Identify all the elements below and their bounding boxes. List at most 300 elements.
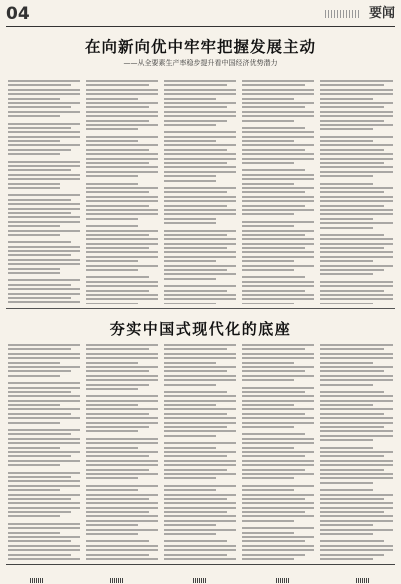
page-number: 04 — [6, 4, 30, 24]
text-line — [164, 238, 236, 240]
text-line — [164, 158, 236, 160]
text-line — [8, 489, 60, 491]
text-line — [8, 199, 71, 201]
text-line — [242, 136, 314, 138]
text-line — [164, 395, 236, 397]
text-line — [86, 80, 158, 82]
text-line — [320, 558, 373, 560]
text-line — [8, 102, 80, 104]
text-line — [320, 205, 384, 207]
text-line — [164, 549, 236, 551]
text-line — [8, 464, 60, 466]
text-line — [86, 140, 138, 142]
text-line — [86, 128, 138, 130]
text-line — [164, 464, 236, 466]
text-line — [86, 395, 158, 397]
text-line — [320, 187, 393, 189]
text-line — [242, 144, 314, 146]
text-line — [164, 417, 236, 419]
text-line — [320, 348, 384, 350]
text-line — [8, 123, 80, 125]
text-line — [164, 404, 216, 406]
text-line — [242, 391, 305, 393]
text-line — [320, 80, 393, 82]
text-line — [8, 241, 71, 243]
section-divider — [6, 308, 395, 309]
text-line — [86, 251, 158, 253]
text-line — [320, 520, 393, 522]
text-line — [8, 254, 71, 256]
text-line — [86, 276, 149, 278]
text-line — [242, 422, 314, 424]
text-line — [164, 180, 216, 182]
text-line — [320, 408, 393, 410]
text-line — [86, 400, 158, 402]
text-line — [164, 502, 236, 504]
article2-column-2 — [86, 344, 158, 560]
text-line — [164, 455, 227, 457]
text-line — [164, 196, 236, 198]
text-line — [86, 238, 158, 240]
text-line — [86, 404, 138, 406]
text-line — [8, 183, 60, 185]
text-line — [8, 140, 60, 142]
text-line — [86, 388, 138, 390]
text-line — [8, 429, 80, 431]
text-line — [242, 549, 314, 551]
text-line — [86, 171, 158, 173]
text-line — [320, 298, 393, 300]
text-line — [164, 175, 216, 177]
text-line — [242, 265, 314, 267]
text-line — [8, 366, 80, 368]
text-line — [164, 171, 236, 173]
text-line — [8, 382, 80, 384]
text-line — [8, 540, 71, 542]
text-line — [242, 451, 314, 453]
text-line — [242, 426, 294, 428]
text-line — [242, 498, 305, 500]
text-line — [242, 174, 314, 176]
text-line — [8, 216, 80, 218]
text-line — [164, 408, 236, 410]
text-line — [242, 494, 314, 496]
text-line — [164, 144, 236, 146]
text-line — [164, 426, 227, 428]
footer-text — [6, 565, 395, 566]
text-line — [164, 370, 227, 372]
text-line — [8, 353, 80, 355]
text-line — [164, 222, 216, 224]
text-line — [86, 348, 149, 350]
text-line — [86, 98, 138, 100]
text-line — [242, 200, 314, 202]
text-line — [320, 162, 384, 164]
text-line — [320, 218, 373, 220]
text-line — [164, 379, 236, 381]
text-line — [320, 285, 393, 287]
text-line — [320, 256, 393, 258]
text-line — [320, 115, 393, 117]
text-line — [86, 234, 149, 236]
text-line — [164, 520, 236, 522]
text-line — [86, 136, 158, 138]
text-line — [164, 442, 236, 444]
registration-marks — [0, 578, 401, 584]
text-line — [8, 111, 80, 113]
newspaper-logo — [156, 6, 228, 20]
text-line — [242, 348, 305, 350]
text-line — [8, 259, 80, 261]
text-line — [164, 515, 236, 517]
text-line — [242, 489, 294, 491]
text-line — [320, 153, 393, 155]
text-line — [8, 250, 80, 252]
text-line — [320, 89, 393, 91]
text-line — [242, 127, 305, 129]
text-line — [86, 93, 158, 95]
text-line — [320, 430, 393, 432]
text-line — [320, 507, 393, 509]
text-line — [242, 205, 305, 207]
text-line — [86, 520, 158, 522]
text-line — [320, 391, 384, 393]
text-line — [164, 507, 236, 509]
text-line — [164, 149, 227, 151]
text-line — [242, 80, 314, 82]
text-line — [86, 247, 149, 249]
text-line — [8, 144, 80, 146]
text-line — [164, 435, 216, 437]
text-line — [242, 285, 314, 287]
text-line — [86, 162, 149, 164]
text-line — [320, 435, 393, 437]
text-line — [164, 473, 236, 475]
text-line — [8, 208, 80, 210]
text-line — [164, 545, 236, 547]
article2-column-3 — [164, 344, 236, 560]
text-line — [320, 166, 393, 168]
text-line — [8, 348, 71, 350]
text-line — [86, 84, 149, 86]
text-line — [8, 523, 80, 525]
text-line — [164, 162, 227, 164]
text-line — [8, 549, 80, 551]
text-line — [86, 281, 158, 283]
text-line — [8, 422, 60, 424]
text-line — [320, 494, 393, 496]
text-line — [242, 527, 314, 529]
text-line — [8, 344, 80, 346]
text-line — [242, 187, 314, 189]
text-line — [86, 102, 158, 104]
text-line — [8, 301, 80, 303]
text-line — [164, 84, 227, 86]
text-line — [320, 366, 393, 368]
text-line — [320, 422, 393, 424]
text-line — [320, 124, 393, 126]
text-line — [164, 540, 227, 542]
text-line — [8, 395, 80, 397]
text-line — [164, 243, 236, 245]
text-line — [320, 238, 393, 240]
text-line — [164, 131, 236, 133]
masthead — [6, 4, 395, 27]
text-line — [164, 115, 236, 117]
text-line — [242, 256, 314, 258]
text-line — [8, 297, 71, 299]
text-line — [320, 234, 384, 236]
text-line — [86, 438, 158, 440]
text-line — [8, 136, 80, 138]
text-line — [320, 482, 373, 484]
text-line — [320, 357, 393, 359]
text-line — [8, 178, 80, 180]
text-line — [320, 545, 393, 547]
text-line — [164, 362, 216, 364]
text-line — [164, 187, 236, 189]
text-line — [86, 243, 158, 245]
text-line — [164, 447, 216, 449]
text-line — [86, 285, 158, 287]
text-line — [86, 507, 158, 509]
text-line — [8, 203, 80, 205]
text-line — [242, 485, 314, 487]
text-line — [8, 370, 71, 372]
text-line — [164, 303, 216, 304]
text-line — [86, 265, 158, 267]
text-line — [242, 540, 305, 542]
text-line — [86, 218, 138, 220]
text-line — [8, 494, 80, 496]
text-line — [8, 451, 80, 453]
text-line — [242, 362, 294, 364]
text-line — [242, 413, 305, 415]
text-line — [242, 111, 314, 113]
text-line — [320, 400, 393, 402]
text-line — [8, 169, 71, 171]
text-line — [164, 477, 216, 479]
text-line — [8, 161, 80, 163]
text-line — [320, 191, 384, 193]
article2-column-4 — [242, 344, 314, 560]
text-line — [242, 162, 294, 164]
text-line — [164, 120, 227, 122]
text-line — [8, 362, 60, 364]
text-line — [242, 102, 314, 104]
text-line — [320, 469, 384, 471]
text-line — [242, 298, 314, 300]
text-line — [320, 128, 373, 130]
text-line — [242, 158, 314, 160]
text-line — [86, 485, 158, 487]
text-line — [320, 455, 384, 457]
text-line — [86, 200, 158, 202]
text-line — [320, 111, 393, 113]
page-footer — [6, 564, 395, 577]
text-line — [242, 417, 314, 419]
text-line — [320, 149, 384, 151]
text-line — [164, 285, 236, 287]
text-line — [86, 111, 158, 113]
text-line — [320, 375, 393, 377]
text-line — [8, 498, 71, 500]
text-line — [86, 379, 158, 381]
text-line — [8, 230, 80, 232]
text-line — [242, 387, 314, 389]
text-line — [86, 489, 138, 491]
text-line — [164, 80, 236, 82]
text-line — [86, 124, 158, 126]
text-line — [164, 460, 236, 462]
text-line — [320, 554, 384, 556]
text-line — [242, 357, 314, 359]
text-line — [320, 98, 373, 100]
text-line — [320, 477, 393, 479]
text-line — [164, 230, 236, 232]
text-line — [242, 238, 314, 240]
text-line — [86, 115, 158, 117]
text-line — [8, 375, 60, 377]
text-line — [320, 413, 384, 415]
text-line — [164, 191, 227, 193]
text-line — [86, 209, 158, 211]
text-line — [164, 558, 236, 560]
text-line — [8, 84, 71, 86]
text-line — [86, 120, 149, 122]
text-line — [320, 473, 393, 475]
text-line — [164, 413, 227, 415]
text-line — [86, 540, 149, 542]
text-line — [320, 106, 384, 108]
article1-column-2 — [86, 80, 158, 304]
text-line — [320, 489, 373, 491]
text-line — [242, 213, 294, 215]
text-line — [8, 554, 71, 556]
section-decor — [325, 10, 359, 18]
text-line — [8, 149, 71, 151]
text-line — [86, 196, 158, 198]
text-line — [164, 451, 236, 453]
text-line — [320, 251, 393, 253]
text-line — [320, 540, 384, 542]
text-line — [164, 290, 227, 292]
text-line — [86, 524, 138, 526]
text-line — [86, 205, 149, 207]
text-line — [8, 442, 80, 444]
text-line — [8, 408, 80, 410]
text-line — [8, 89, 80, 91]
text-line — [86, 408, 158, 410]
text-line — [242, 447, 294, 449]
text-line — [86, 298, 158, 300]
text-line — [242, 442, 314, 444]
text-line — [164, 265, 236, 267]
text-line — [8, 404, 60, 406]
text-line — [86, 502, 158, 504]
text-line — [164, 213, 236, 215]
text-line — [86, 460, 158, 462]
text-line — [86, 558, 158, 560]
text-line — [8, 246, 80, 248]
text-line — [242, 464, 314, 466]
text-line — [320, 515, 393, 517]
text-line — [242, 400, 314, 402]
text-line — [8, 545, 80, 547]
text-line — [320, 140, 373, 142]
text-line — [320, 102, 393, 104]
text-line — [164, 489, 216, 491]
text-line — [242, 178, 314, 180]
article2-column-1 — [8, 344, 80, 560]
text-line — [320, 281, 393, 283]
text-line — [164, 348, 227, 350]
text-line — [86, 549, 158, 551]
text-line — [320, 417, 393, 419]
text-line — [8, 472, 80, 474]
text-line — [242, 455, 305, 457]
text-line — [164, 400, 236, 402]
text-line — [86, 464, 158, 466]
text-line — [242, 460, 314, 462]
text-line — [86, 447, 138, 449]
text-line — [164, 218, 216, 220]
text-line — [320, 269, 384, 271]
text-line — [320, 265, 393, 267]
text-line — [8, 536, 80, 538]
text-line — [242, 243, 314, 245]
text-line — [164, 260, 216, 262]
text-line — [242, 169, 305, 171]
text-line — [242, 469, 305, 471]
text-line — [320, 529, 393, 531]
text-line — [8, 357, 80, 359]
text-line — [320, 379, 393, 381]
text-line — [8, 131, 80, 133]
text-line — [86, 533, 138, 535]
text-line — [8, 417, 80, 419]
text-line — [86, 303, 138, 304]
text-line — [164, 209, 236, 211]
text-line — [320, 120, 384, 122]
text-line — [242, 281, 314, 283]
text-line — [8, 288, 80, 290]
text-line — [86, 426, 149, 428]
text-line — [164, 511, 227, 513]
text-line — [164, 554, 227, 556]
text-line — [8, 174, 80, 176]
text-line — [8, 455, 71, 457]
text-line — [242, 370, 305, 372]
text-line — [86, 213, 158, 215]
text-line — [8, 511, 71, 513]
text-line — [8, 284, 71, 286]
text-line — [86, 153, 158, 155]
text-line — [86, 498, 149, 500]
text-line — [164, 498, 227, 500]
text-line — [86, 554, 149, 556]
text-line — [86, 158, 158, 160]
section-title: 要闻 — [368, 6, 395, 21]
text-line — [86, 494, 158, 496]
text-line — [164, 375, 236, 377]
text-line — [242, 395, 314, 397]
text-line — [86, 413, 149, 415]
text-line — [86, 529, 158, 531]
text-line — [164, 234, 227, 236]
article1-column-3 — [164, 80, 236, 304]
text-line — [86, 370, 149, 372]
